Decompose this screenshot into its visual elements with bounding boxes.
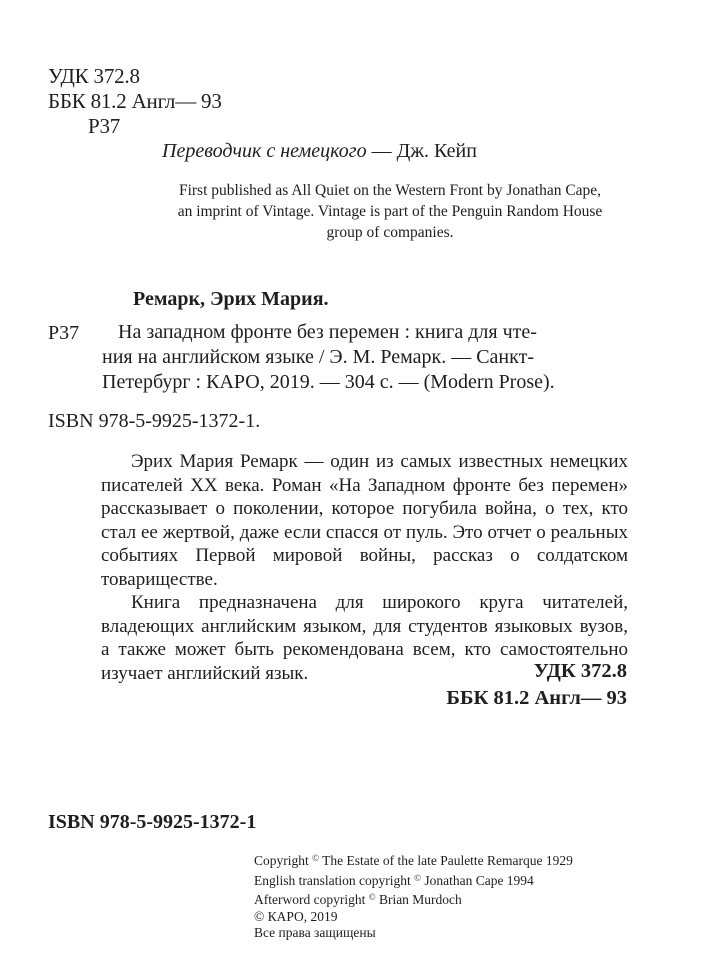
annotation — [101, 450, 628, 685]
publication-note-line: group of companies. — [326, 224, 454, 241]
annotation-paragraph: Эрих Мария Ремарк — один из самых известных немецких писателей XX века. Роман «На Западном фронте без перемен» рассказывает о поколении, которое погубила война, о тех, кто стал ее жертвой, даже если спасся от пуль. Это отчет о реальных событиях Первой мировой войны, рассказ о солдатском товариществе. — [101, 451, 628, 590]
record-description — [102, 320, 630, 395]
classification-top — [48, 64, 222, 139]
record-line: На западном фронте без перемен : книга для чте- — [118, 321, 537, 343]
bbk-code: ББК 81.2 Англ— 93 — [48, 89, 222, 113]
copyright-line: Copyright © The Estate of the late Paulette Remarque 1929 — [254, 853, 573, 868]
copyright-symbol-icon: © — [312, 853, 319, 863]
translator-dash: — — [366, 140, 397, 162]
record-isbn: ISBN 978-5-9925-1372-1. — [48, 410, 261, 432]
translator-name: Дж. Кейп — [396, 140, 477, 162]
author-mark: Р37 — [88, 114, 121, 138]
classification-bottom — [446, 658, 627, 712]
publication-note-line: First published as All Quiet on the Western Front by Jonathan Cape, — [178, 182, 602, 199]
copyright-symbol-icon: © — [368, 892, 376, 902]
record-line: ния на английском языке / Э. М. Ремарк. — Санкт- — [102, 346, 534, 368]
copyright-line: Afterword copyright © Brian Murdoch — [254, 892, 462, 907]
publication-note-line: an imprint of Vintage. Vintage is part of the Penguin Random House — [177, 203, 603, 220]
annotation-paragraph: Книга предназначена для широкого круга читателей, владеющих английским языком, для студентов языковых вузов, а также может быть рекомендована всем, кто самостоятельно изучает английский язык. — [101, 592, 628, 684]
copyright-block — [254, 850, 573, 942]
udk-code-bottom: УДК 372.8 — [533, 660, 627, 682]
publication-note — [130, 180, 650, 243]
translator-label: Переводчик с немецкого — [162, 140, 367, 162]
record-line: Петербург : КАРО, 2019. — 304 с. — (Modern Prose). — [102, 371, 555, 393]
copyright-symbol-icon: © — [414, 872, 421, 883]
copyright-line: © КАРО, 2019 — [254, 908, 338, 924]
record-author: Ремарк, Эрих Мария. — [133, 288, 329, 310]
copyright-line: English translation copyright © Jonathan Cape 1994 — [254, 872, 534, 888]
rights-reserved: Все права защищены — [254, 925, 376, 940]
translator-credit — [162, 140, 477, 163]
isbn-main: ISBN 978-5-9925-1372-1 — [48, 811, 257, 833]
bbk-code-bottom: ББК 81.2 Англ— 93 — [446, 687, 627, 709]
record-code: Р37 — [48, 322, 80, 344]
udk-code: УДК 372.8 — [48, 64, 140, 88]
